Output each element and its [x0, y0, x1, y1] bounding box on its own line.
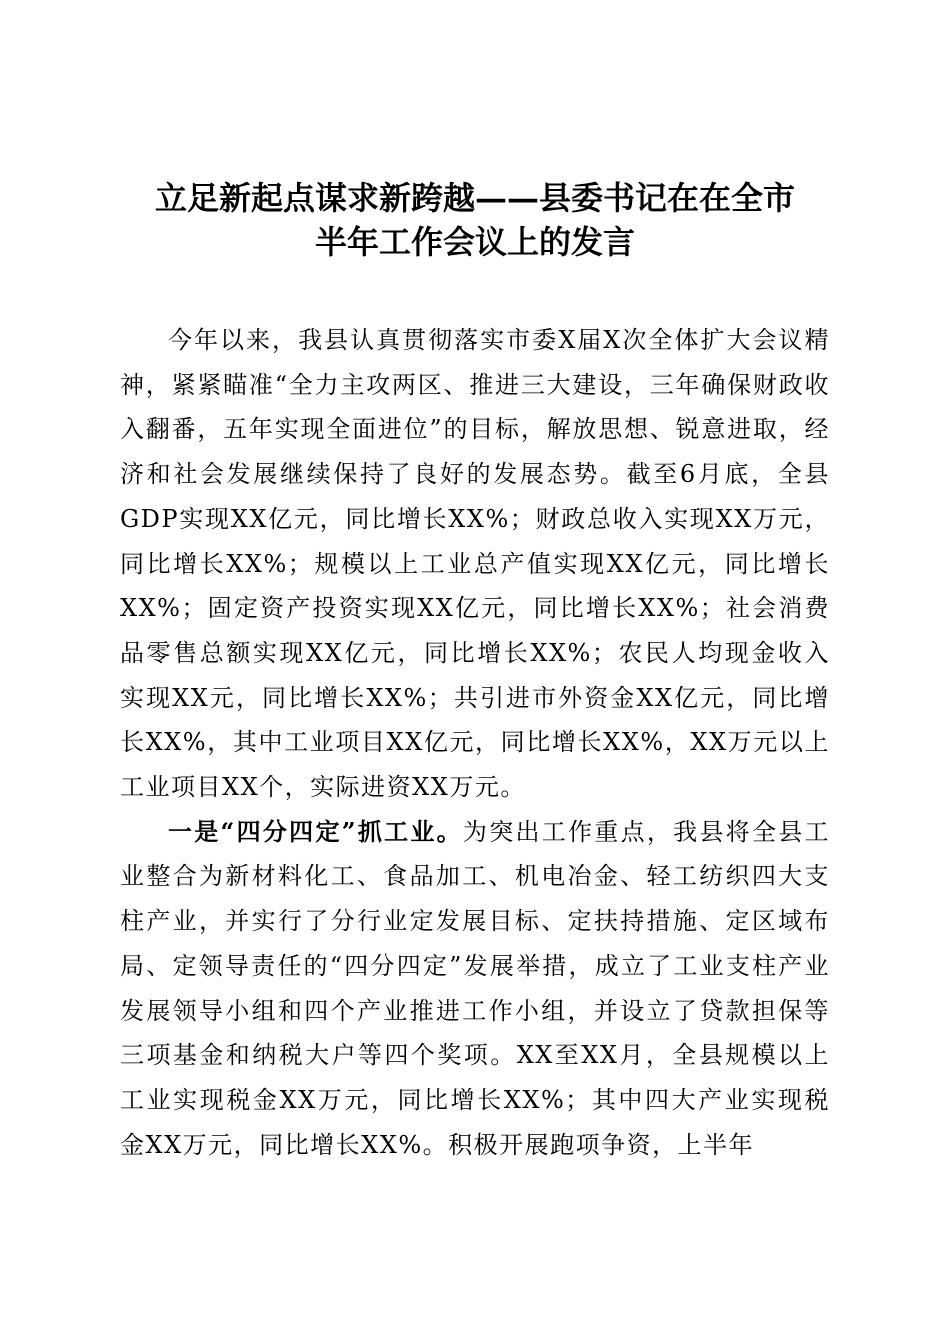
document-title — [110, 176, 840, 264]
title-line-2: 半年工作会议上的发言 — [314, 223, 635, 261]
paragraph-industry — [120, 810, 830, 1168]
paragraph-industry-text: 为突出工作重点，我县将全县工业整合为新材料化工、食品加工、机电冶金、轻工纺织四大支柱产业，并实行了分行业定发展目标、定扶持措施、定区域布局、定领导责任的“四分四定”发展举措，成立了工业支柱产业发展领导小组和四个产业推进工作小组，并设立了贷款担保等三项基金和纳税大户等四个奖项。XX至XX月，全县规模以上工业实现税金XX万元，同比增长XX%；其中四大产业实现税金XX万元，同比增长XX%。积极开展跑项争资，上半年 — [120, 817, 831, 1159]
title-line-1: 立足新起点谋求新跨越——县委书记在在全市 — [154, 179, 795, 217]
paragraph-summary-text: 今年以来，我县认真贯彻落实市委X届X次全体扩大会议精神，紧紧瞄准“全力主攻两区、推进三大建设，三年确保财政收入翻番，五年实现全面进位”的目标，解放思想、锐意进取，经济和社会发展继续保持了良好的发展态势。截至6月底，全县GDP实现XX亿元，同比增长XX%；财政总收入实现XX万元，同比增长XX%；规模以上工业总产值实现XX亿元，同比增长XX%；固定资产投资实现XX亿元，同比增长XX%；社会消费品零售总额实现XX亿元，同比增长XX%；农民人均现金收入实现XX元，同比增长XX%；共引进市外资金XX亿元，同比增长XX%，其中工业项目XX亿元，同比增长XX%，XX万元以上工业项目XX个，实际进资XX万元。 — [120, 326, 830, 802]
paragraph-summary — [120, 318, 830, 810]
document-body — [120, 318, 830, 1167]
paragraph-industry-heading: 一是“四分四定”抓工业。 — [168, 816, 463, 846]
